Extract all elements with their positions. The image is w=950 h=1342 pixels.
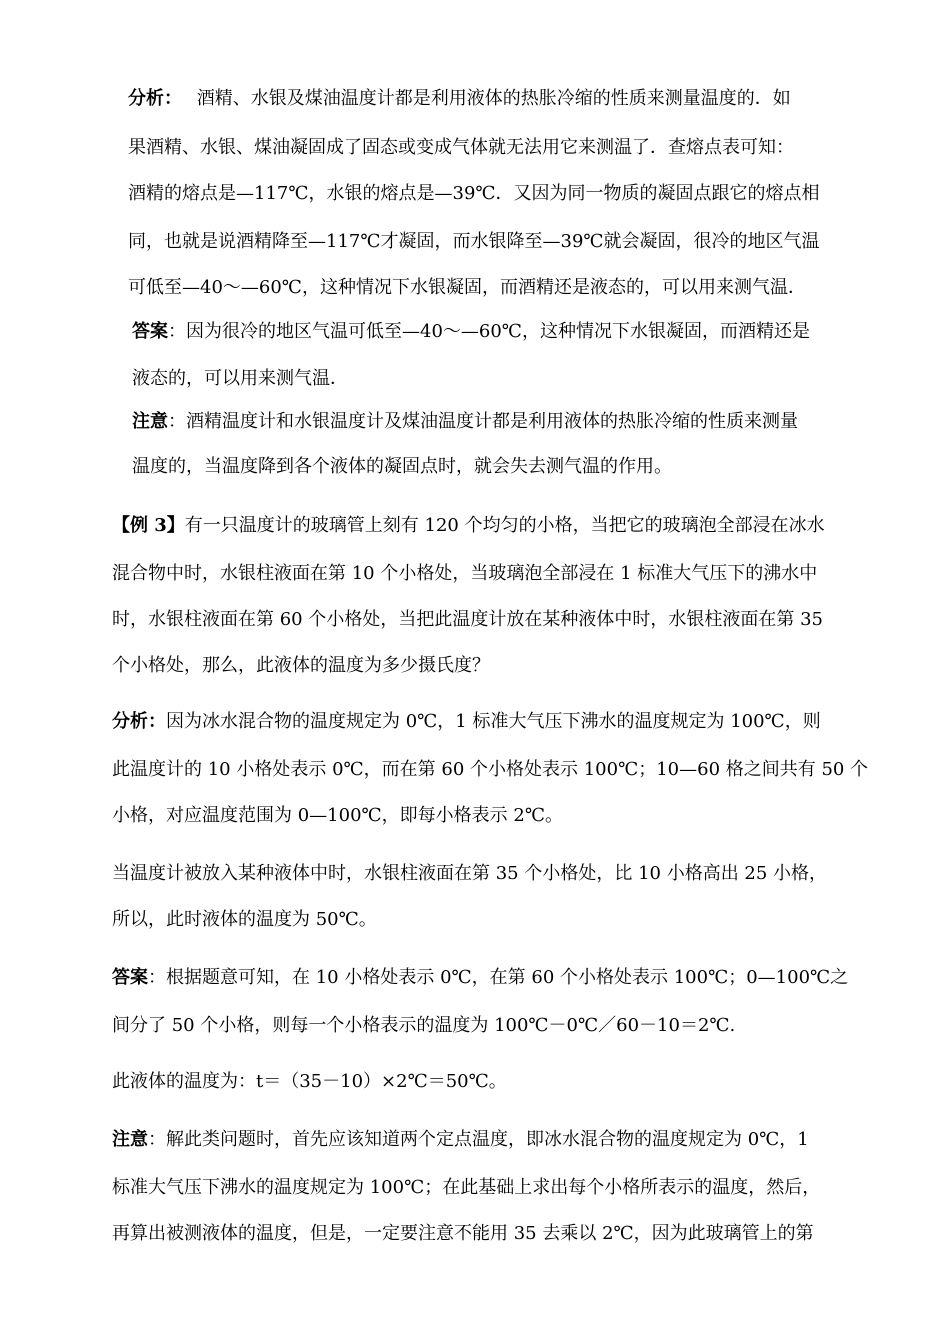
analysis-2-line-2: 此温度计的 10 小格处表示 0℃，而在第 60 个小格处表示 100℃；10—60 格之间共有 50 个	[112, 759, 869, 780]
analysis-1-line-2: 果酒精、水银、煤油凝固成了固态或变成气体就无法用它来测温了．查熔点表可知：	[128, 137, 794, 158]
example-3-line-2: 混合物中时，水银柱液面在第 10 个小格处，当玻璃泡全部浸在 1 标准大气压下的沸水中	[112, 563, 818, 584]
paragraph-line-1: 当温度计被放入某种液体中时，水银柱液面在第 35 个小格处，比 10 小格高出 25 小格，	[112, 863, 828, 884]
paragraph-line-2: 所以，此时液体的温度为 50℃。	[112, 909, 377, 930]
analysis-2-line-1: 分析：因为冰水混合物的温度规定为 0℃，1 标准大气压下沸水的温度规定为 100℃，则	[112, 711, 821, 732]
example-3-line-1: 【例 3】有一只温度计的玻璃管上刻有 120 个均匀的小格，当把它的玻璃泡全部浸在冰水	[112, 515, 825, 536]
example-3-line-4: 个小格处，那么，此液体的温度为多少摄氏度？	[112, 655, 490, 676]
answer-label: 答案	[132, 321, 168, 342]
answer-label: 答案	[112, 967, 148, 988]
analysis-1-line-3: 酒精的熔点是—117℃，水银的熔点是—39℃．又因为同一物质的凝固点跟它的熔点相	[128, 183, 820, 204]
note-label: 注意	[112, 1129, 148, 1150]
analysis-2-line-3: 小格，对应温度范围为 0—100℃，即每小格表示 2℃。	[112, 805, 563, 826]
analysis-1-line-1: 分析： 酒精、水银及煤油温度计都是利用液体的热胀冷缩的性质来测量温度的．如	[128, 88, 791, 109]
note-2-line-1: 注意：解此类问题时，首先应该知道两个定点温度，即冰水混合物的温度规定为 0℃，1	[112, 1129, 809, 1150]
analysis-1-line-4: 同，也就是说酒精降至—117℃才凝固，而水银降至—39℃就会凝固，很冷的地区气温	[128, 231, 820, 252]
example-3-line-3: 时，水银柱液面在第 60 个小格处，当把此温度计放在某种液体中时，水银柱液面在第 35	[112, 609, 823, 630]
analysis-1-line-5: 可低至—40～—60℃，这种情况下水银凝固，而酒精还是液态的，可以用来测气温．	[128, 277, 806, 298]
answer-2-line-2: 间分了 50 个小格，则每一个小格表示的温度为 100℃－0℃／60－10＝2℃.	[112, 1015, 736, 1036]
note-label: 注意	[132, 411, 168, 432]
answer-2-line-3: 此液体的温度为：t＝（35－10）×2℃＝50℃。	[112, 1071, 507, 1092]
answer-2-line-1: 答案：根据题意可知，在 10 小格处表示 0℃，在第 60 个小格处表示 100℃；0—100℃之	[112, 967, 849, 988]
answer-1-line-2: 液态的，可以用来测气温．	[132, 368, 348, 389]
note-2-line-2: 标准大气压下沸水的温度规定为 100℃；在此基础上求出每个小格所表示的温度，然后，	[112, 1177, 821, 1198]
note-1-line-1: 注意：酒精温度计和水银温度计及煤油温度计都是利用液体的热胀冷缩的性质来测量	[132, 411, 798, 432]
answer-1-line-1: 答案：因为很冷的地区气温可低至—40～—60℃，这种情况下水银凝固，而酒精还是	[132, 321, 810, 342]
analysis-label: 分析：	[128, 88, 173, 109]
analysis-label: 分析：	[112, 711, 166, 732]
example-label: 【例 3】	[112, 515, 185, 536]
note-2-line-3: 再算出被测液体的温度，但是，一定要注意不能用 35 去乘以 2℃，因为此玻璃管上的第	[112, 1223, 814, 1244]
note-1-line-2: 温度的，当温度降到各个液体的凝固点时，就会失去测气温的作用。	[132, 456, 672, 477]
